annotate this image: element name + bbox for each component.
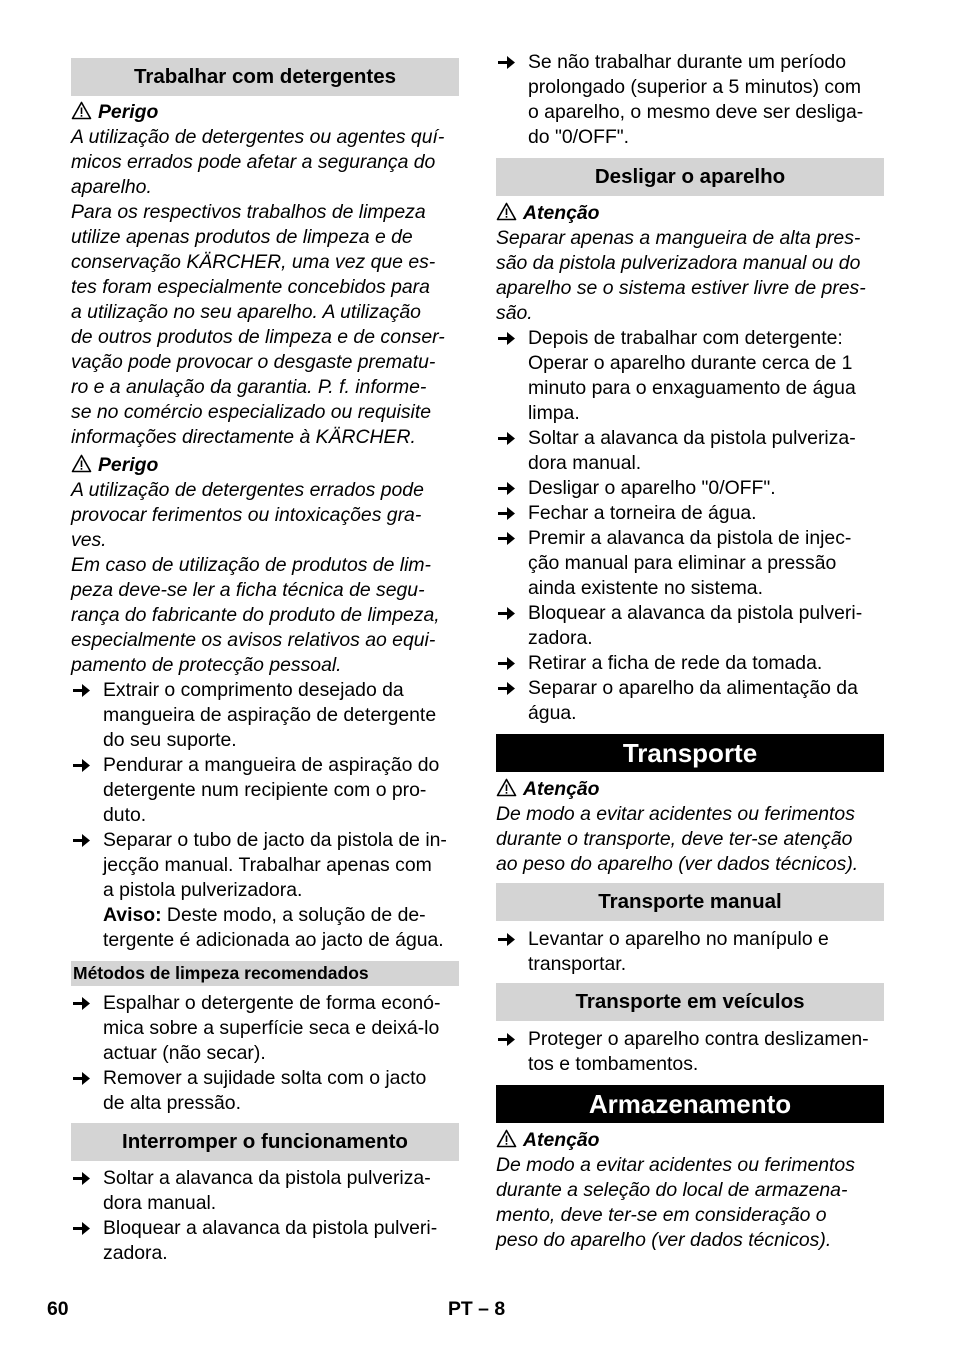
list-item-text: Pendurar a mangueira de aspiração do bbox=[103, 754, 440, 776]
text-line: tes foram especialmente concebidos para bbox=[71, 276, 430, 298]
page-code: PT – 8 bbox=[448, 1298, 506, 1320]
arrow-right-icon bbox=[496, 927, 518, 952]
list-item-text: transportar. bbox=[528, 953, 627, 975]
warning-atencao-3 bbox=[496, 1128, 884, 1153]
arrow-right-icon bbox=[496, 676, 518, 701]
list-item-text: Soltar a alavanca da pistola pulveriza- bbox=[103, 1167, 431, 1189]
warning-icon bbox=[496, 778, 523, 800]
text-line: Separar apenas a mangueira de alta pres- bbox=[496, 227, 861, 249]
list-item-text: detergente num recipiente com o pro- bbox=[103, 779, 427, 801]
section-title-interromper: Interromper o funcionamento bbox=[71, 1123, 459, 1161]
warning-text-4 bbox=[496, 802, 884, 877]
list-item bbox=[496, 426, 884, 476]
list-item-text: Proteger o aparelho contra deslizamen- bbox=[528, 1028, 869, 1050]
text-line: são da pistola pulverizadora manual ou do bbox=[496, 252, 861, 274]
heading-transporte: Transporte bbox=[496, 734, 884, 772]
warning-label: Perigo bbox=[98, 454, 159, 476]
list-item-text: jecção manual. Trabalhar apenas com bbox=[103, 854, 432, 876]
arrow-right-icon bbox=[496, 50, 518, 75]
arrow-right-icon bbox=[496, 651, 518, 676]
list-item-text: do seu suporte. bbox=[103, 729, 237, 751]
list-item bbox=[496, 601, 884, 651]
text-line: A utilização de detergentes ou agentes quí- bbox=[71, 126, 445, 148]
text-line: Para os respectivos trabalhos de limpeza bbox=[71, 201, 426, 223]
arrow-right-icon bbox=[496, 326, 518, 351]
text-line: durante a seleção do local de armazena- bbox=[496, 1179, 848, 1201]
text-line: pamento de protecção pessoal. bbox=[71, 654, 342, 676]
heading-armazenamento: Armazenamento bbox=[496, 1085, 884, 1123]
steps-list-2 bbox=[71, 991, 459, 1116]
list-item-text: Bloquear a alavanca da pistola pulveri- bbox=[103, 1217, 438, 1239]
text-line: rança do fabricante do produto de limpeza, bbox=[71, 604, 440, 626]
arrow-right-icon bbox=[71, 1166, 93, 1191]
text-line: micos errados pode afetar a segurança do bbox=[71, 151, 436, 173]
text-line: aparelho. bbox=[71, 176, 152, 198]
list-item bbox=[496, 326, 884, 426]
text-line: vação pode provocar o desgaste prematu- bbox=[71, 351, 436, 373]
arrow-right-icon bbox=[71, 1216, 93, 1241]
steps-list-4 bbox=[496, 326, 884, 726]
list-item-text: Se não trabalhar durante um período bbox=[528, 51, 847, 73]
list-item bbox=[71, 678, 459, 753]
text-line: mento, deve ter-se em consideração o bbox=[496, 1204, 827, 1226]
list-item-text: ção manual para eliminar a pressão bbox=[528, 552, 837, 574]
arrow-right-icon bbox=[71, 1066, 93, 1091]
warning-text-2 bbox=[71, 478, 459, 678]
list-item-text: minuto para o enxaguamento de água bbox=[528, 377, 856, 399]
list-item-text: tos e tombamentos. bbox=[528, 1053, 699, 1075]
section-title-desligar: Desligar o aparelho bbox=[496, 158, 884, 196]
warning-text-3 bbox=[496, 226, 884, 326]
warning-label: Atenção bbox=[523, 778, 600, 800]
text-line: peza deve-se ler a ficha técnica de segu- bbox=[71, 579, 425, 601]
list-item-text: água. bbox=[528, 702, 577, 724]
arrow-right-icon bbox=[496, 601, 518, 626]
left-column bbox=[71, 50, 459, 1266]
text-line: aparelho se o sistema estiver livre de pres- bbox=[496, 277, 866, 299]
steps-list-3 bbox=[71, 1166, 459, 1266]
text-line: provocar ferimentos ou intoxicações gra- bbox=[71, 504, 422, 526]
arrow-right-icon bbox=[496, 426, 518, 451]
arrow-right-icon bbox=[71, 678, 93, 703]
list-item-text: Bloquear a alavanca da pistola pulveri- bbox=[528, 602, 863, 624]
arrow-right-icon bbox=[496, 1027, 518, 1052]
list-item-text: Operar o aparelho durante cerca de 1 bbox=[528, 352, 853, 374]
list-item bbox=[496, 476, 884, 501]
list-item bbox=[496, 927, 884, 977]
arrow-right-icon bbox=[71, 991, 93, 1016]
list-item-text: Separar o aparelho da alimentação da bbox=[528, 677, 858, 699]
list-item-text: o aparelho, o mesmo deve ser desliga- bbox=[528, 101, 864, 123]
list-item-text: mica sobre a superfície seca e deixá-lo bbox=[103, 1017, 440, 1039]
section-title-metodos: Métodos de limpeza recomendados bbox=[71, 961, 459, 986]
list-item bbox=[496, 676, 884, 726]
warning-label: Atenção bbox=[523, 202, 600, 224]
warning-icon bbox=[71, 454, 98, 476]
list-item bbox=[71, 1166, 459, 1216]
list-item-text: Espalhar o detergente de forma econó- bbox=[103, 992, 441, 1014]
warning-atencao-1 bbox=[496, 201, 884, 226]
warning-label: Perigo bbox=[98, 101, 159, 123]
text-line: A utilização de detergentes errados pode bbox=[71, 479, 424, 501]
text-line: ves. bbox=[71, 529, 107, 551]
warning-icon bbox=[496, 202, 523, 224]
text-line: peso do aparelho (ver dados técnicos). bbox=[496, 1229, 832, 1251]
arrow-right-icon bbox=[496, 476, 518, 501]
list-item-text: a pistola pulverizadora. bbox=[103, 879, 303, 901]
list-item-text: de alta pressão. bbox=[103, 1092, 241, 1114]
warning-perigo-1 bbox=[71, 100, 459, 125]
text-line: conservação KÄRCHER, uma vez que es- bbox=[71, 251, 436, 273]
steps-list-7 bbox=[496, 1027, 884, 1077]
text-line: especialmente os avisos relativos ao equi- bbox=[71, 629, 436, 651]
aviso-text-2: tergente é adicionada ao jacto de água. bbox=[103, 929, 444, 951]
list-item-text: zadora. bbox=[528, 627, 593, 649]
aviso-note bbox=[71, 903, 459, 953]
right-column bbox=[496, 50, 884, 1253]
list-item-text: zadora. bbox=[103, 1242, 168, 1264]
list-item-text: dora manual. bbox=[528, 452, 642, 474]
list-item-text: Retirar a ficha de rede da tomada. bbox=[528, 652, 823, 674]
warning-icon bbox=[496, 1129, 523, 1151]
section-title-transporte-manual: Transporte manual bbox=[496, 883, 884, 921]
list-item bbox=[71, 1216, 459, 1266]
list-item-text: duto. bbox=[103, 804, 147, 826]
text-line: informações directamente à KÄRCHER. bbox=[71, 426, 416, 448]
list-item-text: Remover a sujidade solta com o jacto bbox=[103, 1067, 427, 1089]
list-item-text: Desligar o aparelho "0/OFF". bbox=[528, 477, 776, 499]
aviso-label: Aviso: bbox=[103, 904, 162, 926]
list-item-text: Levantar o aparelho no manípulo e bbox=[528, 928, 829, 950]
text-line: ro e a anulação da garantia. P. f. informe- bbox=[71, 376, 427, 398]
text-line: de outros produtos de limpeza e de conser- bbox=[71, 326, 445, 348]
arrow-right-icon bbox=[496, 526, 518, 551]
list-item-text: do "0/OFF". bbox=[528, 126, 630, 148]
text-line: Em caso de utilização de produtos de lim- bbox=[71, 554, 431, 576]
list-item-text: Fechar a torneira de água. bbox=[528, 502, 757, 524]
text-line: De modo a evitar acidentes ou ferimentos bbox=[496, 803, 855, 825]
warning-text-5 bbox=[496, 1153, 884, 1253]
text-line: a utilização no seu aparelho. A utilização bbox=[71, 301, 421, 323]
list-item-text: Premir a alavanca da pistola de injec- bbox=[528, 527, 852, 549]
list-item-text: prolongado (superior a 5 minutos) com bbox=[528, 76, 862, 98]
list-item-text: limpa. bbox=[528, 402, 580, 424]
warning-atencao-2 bbox=[496, 777, 884, 802]
page-number: 60 bbox=[47, 1298, 69, 1320]
list-item bbox=[71, 753, 459, 828]
section-title-transporte-veiculos: Transporte em veículos bbox=[496, 983, 884, 1021]
arrow-right-icon bbox=[71, 753, 93, 778]
warning-perigo-2 bbox=[71, 453, 459, 478]
warning-text-1 bbox=[71, 125, 459, 450]
list-item-text: Depois de trabalhar com detergente: bbox=[528, 327, 843, 349]
text-line: se no comércio especializado ou requisite bbox=[71, 401, 432, 423]
text-line: ao peso do aparelho (ver dados técnicos). bbox=[496, 853, 859, 875]
text-line: utilize apenas produtos de limpeza e de bbox=[71, 226, 413, 248]
list-item-text: actuar (não secar). bbox=[103, 1042, 266, 1064]
steps-list-6 bbox=[496, 927, 884, 977]
list-item bbox=[496, 501, 884, 526]
list-item-text: Separar o tubo de jacto da pistola de in- bbox=[103, 829, 447, 851]
list-item-text: Extrair o comprimento desejado da bbox=[103, 679, 404, 701]
list-item bbox=[496, 1027, 884, 1077]
list-item bbox=[71, 828, 459, 903]
text-line: durante o transporte, deve ter-se atenção bbox=[496, 828, 853, 850]
aviso-text: Deste modo, a solução de de- bbox=[161, 904, 426, 926]
steps-list-0 bbox=[496, 50, 884, 150]
section-title-trabalhar: Trabalhar com detergentes bbox=[71, 58, 459, 96]
list-item bbox=[71, 991, 459, 1066]
list-item bbox=[496, 50, 884, 150]
steps-list-1 bbox=[71, 678, 459, 903]
list-item bbox=[496, 526, 884, 601]
list-item-text: Soltar a alavanca da pistola pulveriza- bbox=[528, 427, 856, 449]
text-line: são. bbox=[496, 302, 533, 324]
list-item bbox=[496, 651, 884, 676]
text-line: De modo a evitar acidentes ou ferimentos bbox=[496, 1154, 855, 1176]
warning-icon bbox=[71, 101, 98, 123]
arrow-right-icon bbox=[496, 501, 518, 526]
list-item bbox=[71, 1066, 459, 1116]
list-item-text: dora manual. bbox=[103, 1192, 217, 1214]
list-item-text: mangueira de aspiração de detergente bbox=[103, 704, 437, 726]
warning-label: Atenção bbox=[523, 1129, 600, 1151]
arrow-right-icon bbox=[71, 828, 93, 853]
list-item-text: ainda existente no sistema. bbox=[528, 577, 763, 599]
